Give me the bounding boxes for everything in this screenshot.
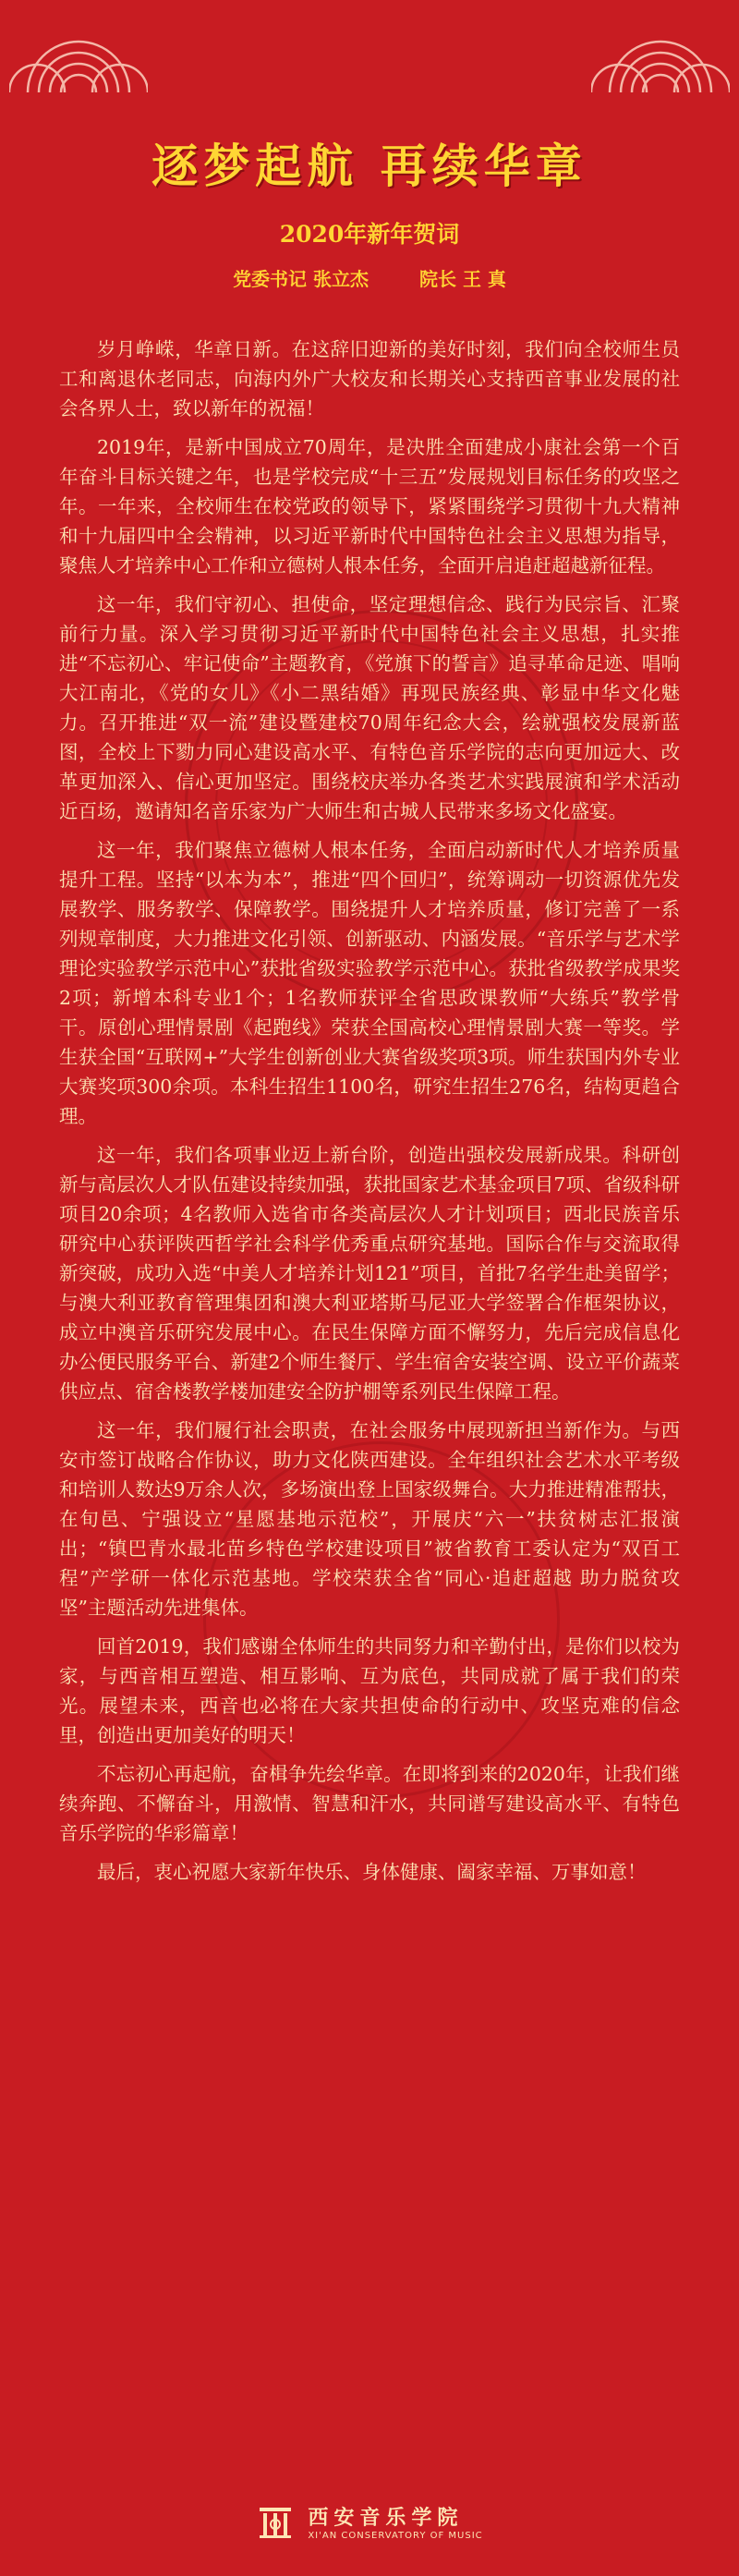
- paragraph: 这一年，我们聚焦立德树人根本任务，全面启动新时代人才培养质量提升工程。坚持“以本为本”，推进“四个回归”，统筹调动一切资源优先发展教学、服务教学、保障教学。围绕提升人才培养质量，修订完善了一系列规章制度，大力推进文化引领、创新驱动、内涵发展。“音乐学与艺术学理论实验教学示范中心”获批省级实验教学示范中心。获批省级教学成果奖2项；新增本科专业1个；1名教师获评全省思政课教师“大练兵”教学骨干。原创心理情景剧《起跑线》荣获全国高校心理情景剧大赛一等奖。学生获全国“互联网+”大学生创新创业大赛省级奖项3项。师生获国内外专业大赛奖项300余项。本科生招生1100名，研究生招生276名，结构更趋合理。: [59, 839, 680, 1127]
- conservatory-logo-icon: [256, 2502, 295, 2541]
- paragraph: 回首2019，我们感谢全体师生的共同努力和辛勤付出，是你们以校为家，与西音相互塑造、相互影响、互为底色，共同成就了属于我们的荣光。展望未来，西音也必将在大家共担使命的行动中、攻坚克难的信念里，创造出更加美好的明天！: [59, 1635, 680, 1746]
- paragraph: 这一年，我们守初心、担使命，坚定理想信念、践行为民宗旨、汇聚前行力量。深入学习贯彻习近平新时代中国特色社会主义思想，扎实推进“不忘初心、牢记使命”主题教育，《党旗下的誓言》追寻革命足迹、唱响大江南北，《党的女儿》《小二黑结婚》再现民族经典、彰显中华文化魅力。召开推进“双一流”建设暨建校70周年纪念大会，绘就强校发展新蓝图，全校上下勠力同心建设高水平、有特色音乐学院的志向更加远大、改革更加深入、信心更加坚定。围绕校庆举办各类艺术实践展演和学术活动近百场，邀请知名音乐家为广大师生和古城人民带来多场文化盛宴。: [59, 593, 680, 822]
- logo-chinese-name: 西安音乐学院: [308, 2506, 464, 2530]
- author-party-secretary: 党委书记 张立杰: [233, 268, 370, 290]
- paragraph: 这一年，我们履行社会职责，在社会服务中展现新担当新作为。与西安市签订战略合作协议，助力文化陕西建设。全年组织社会艺术水平考级和培训人数达9万余人次，多场演出登上国家级舞台。大力推进精准帮扶，在旬邑、宁强设立“星愿基地示范校”，开展庆“六一”扶贫树志汇报演出；“镇巴青水最北苗乡特色学校建设项目”被省教育工委认定为“双百工程”产学研一体化示范基地。学校荣获全省“同心·追赶超越 助力脱贫攻坚”主题活动先进集体。: [59, 1419, 680, 1619]
- footer-logo: [0, 2502, 739, 2541]
- auspicious-cloud-icon: [591, 0, 730, 102]
- greeting-body: [59, 334, 680, 1896]
- paragraph: 最后，衷心祝愿大家新年快乐、身体健康、阖家幸福、万事如意！: [97, 1861, 647, 1883]
- paragraph: 这一年，我们各项事业迈上新台阶，创造出强校发展新成果。科研创新与高层次人才队伍建设持续加强，获批国家艺术基金项目7项、省级科研项目20余项；4名教师入选省市各类高层次人才计划项目；西北民族音乐研究中心获评陕西哲学社会科学优秀重点研究基地。国际合作与交流取得新突破，成功入选“中美人才培养计划121”项目，首批7名学生赴美留学；与澳大利亚教育管理集团和澳大利亚塔斯马尼亚大学签署合作框架协议，成立中澳音乐研究发展中心。在民生保障方面不懈努力，先后完成信息化办公便民服务平台、新建2个师生餐厅、学生宿舍安装空调、设立平价蔬菜供应点、宿舍楼教学楼加建安全防护棚等系列民生保障工程。: [59, 1144, 680, 1403]
- page-subtitle: 2020年新年贺词: [279, 221, 460, 248]
- auspicious-cloud-icon: [9, 0, 148, 102]
- logo-english-name: XI'AN CONSERVATORY OF MUSIC: [308, 2531, 483, 2541]
- author-president: 院长 王 真: [419, 268, 506, 290]
- paragraph: 不忘初心再起航，奋楫争先绘华章。在即将到来的2020年，让我们继续奔跑、不懈奋斗，用激情、智慧和汗水，共同谱写建设高水平、有特色音乐学院的华彩篇章！: [59, 1763, 680, 1844]
- page-title: 逐梦起航 再续华章: [151, 139, 588, 193]
- paragraph: 岁月峥嵘，华章日新。在这辞旧迎新的美好时刻，我们向全校师生员工和离退休老同志，向海内外广大校友和长期关心支持西音事业发展的社会各界人士，致以新年的祝福！: [59, 338, 680, 419]
- logo-text: [308, 2502, 482, 2541]
- paragraph: 2019年，是新中国成立70周年，是决胜全面建成小康社会第一个百年奋斗目标关键之年，也是学校完成“十三五”发展规划目标任务的攻坚之年。一年来，全校师生在校党政的领导下，紧紧围绕学习贯彻十九大精神和十九届四中全会精神，以习近平新时代中国特色社会主义思想为指导，聚焦人才培养中心工作和立德树人根本任务，全面开启追赶超越新征程。: [59, 436, 680, 577]
- authors-line: [0, 264, 739, 291]
